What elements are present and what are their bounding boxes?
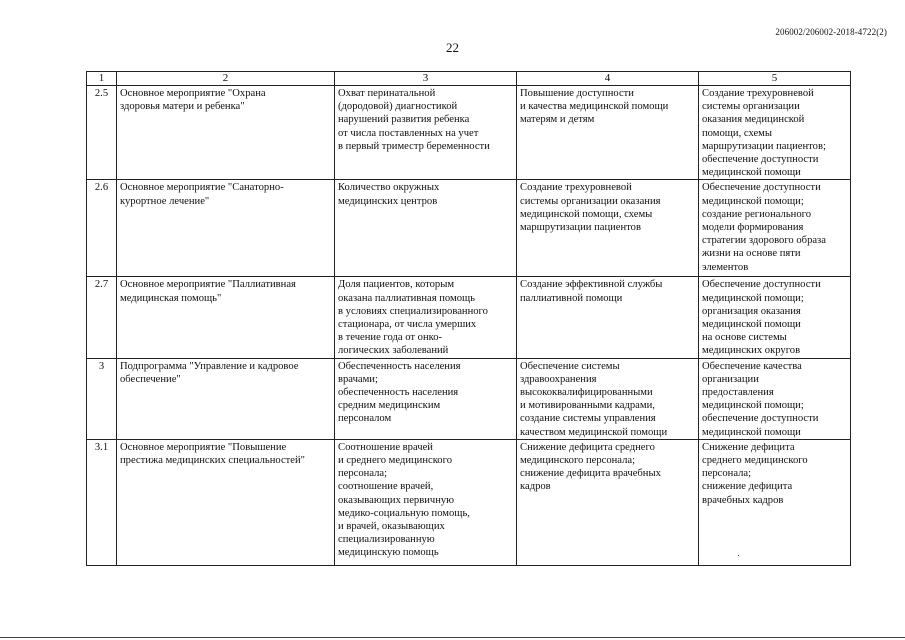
link-cell: [699, 86, 851, 180]
cell-text-line: курортное лечение": [120, 195, 210, 207]
cell-text-line: маршрутизации пациентов;: [702, 140, 826, 152]
cell-text-line: медицинских округов: [702, 345, 801, 357]
cell-text-line: Создание трехуровневой: [702, 88, 814, 99]
cell-text-line: обеспечение доступности: [702, 154, 819, 166]
link-cell: [699, 277, 851, 358]
cell-text-line: оказана паллиативная помощь: [338, 292, 475, 304]
cell-text-line: обеспечение": [120, 373, 181, 385]
cell-text-line: Соотношение врачей: [338, 441, 433, 453]
cell-text-line: модели формирования: [702, 222, 804, 234]
cell-text-line: медицинского персонала;: [520, 455, 636, 467]
cell-text-line: стратегии здорового образа: [702, 235, 826, 247]
cell-text-line: Обеспечение доступности: [702, 182, 821, 194]
cell-text-line: медицинскую помощь: [338, 547, 439, 559]
cell-text-line: Создание трехуровневой: [520, 182, 632, 194]
cell-text-line: логических заболеваний: [338, 345, 449, 357]
result-cell: [517, 86, 699, 180]
cell-text-line: медицинской помощи;: [702, 400, 804, 412]
cell-text-line: здоровья матери и ребенка": [120, 101, 245, 113]
cell-text-line: врачами;: [338, 373, 378, 385]
table-row: [87, 86, 851, 180]
cell-text-line: медицинской помощи: [702, 319, 801, 331]
cell-text-line: Основное мероприятие "Санаторно-: [120, 182, 284, 194]
cell-text-line: и среднего медицинского: [338, 455, 452, 467]
cell-text-line: системы организации: [702, 101, 800, 113]
cell-text-line: медицинских центров: [338, 195, 438, 207]
cell-text-line: паллиативной помощи: [520, 292, 623, 304]
document-registration-code: 206002/206002-2018-4722(2): [775, 27, 887, 37]
cell-text-line: организация оказания: [702, 305, 801, 317]
cell-text-line: и мотивированными кадрами,: [520, 400, 655, 412]
table-row: [87, 439, 851, 565]
cell-text-line: организации: [702, 373, 759, 385]
cell-text-line: медицинской помощи;: [702, 292, 804, 304]
cell-text-line: Подпрограмма "Управление и кадровое: [120, 360, 299, 372]
cell-text-line: на основе системы: [702, 332, 787, 344]
link-cell: [699, 358, 851, 439]
cell-text-line: кадров: [520, 481, 551, 493]
cell-text-line: в условиях специализированного: [338, 305, 488, 317]
cell-text-line: снижение дефицита: [702, 481, 793, 493]
table-header-row: [87, 72, 851, 86]
table-row: [87, 277, 851, 358]
cell-text-line: Повышение доступности: [520, 88, 634, 99]
result-cell: [517, 180, 699, 277]
column-header: 4: [517, 72, 699, 86]
cell-text-line: оказания медицинской: [702, 114, 805, 126]
cell-text-line: персонала;: [702, 468, 752, 480]
cell-text-line: Обеспеченность населения: [338, 360, 461, 372]
cell-text-line: от числа поставленных на учет: [338, 127, 479, 139]
cell-text-line: Обеспечение доступности: [702, 279, 821, 291]
cell-text-line: врачебных кадров: [702, 494, 784, 506]
cell-text-line: среднего медицинского: [702, 455, 808, 467]
cell-text-line: в течение года от онко-: [338, 332, 443, 344]
page-number: 22: [446, 40, 459, 55]
indicator-cell: [335, 439, 517, 565]
cell-text-line: медицинской помощи: [702, 167, 801, 179]
indicator-cell: [335, 277, 517, 358]
cell-text-line: предоставления: [702, 387, 774, 399]
column-header: 3: [335, 72, 517, 86]
column-header: 1: [87, 72, 117, 86]
cell-text-line: медицинской помощи: [702, 426, 801, 438]
cell-text-line: специализированную: [338, 534, 435, 546]
cell-text-line: жизни на основе пяти: [702, 248, 801, 260]
cell-text-line: в первый триместр беременности: [338, 140, 490, 152]
result-cell: [517, 277, 699, 358]
cell-text-line: снижение дефицита врачебных: [520, 468, 661, 480]
cell-text-line: медицинской помощи, схемы: [520, 208, 653, 220]
cell-text-line: (дородовой) диагностикой: [338, 101, 458, 113]
cell-text-line: и качества медицинской помощи: [520, 101, 669, 113]
link-cell: [699, 439, 851, 565]
scan-bottom-edge: [0, 637, 905, 638]
cell-text-line: создание регионального: [702, 208, 812, 220]
cell-text-line: здравоохранения: [520, 373, 597, 385]
cell-text-line: соотношение врачей,: [338, 481, 434, 493]
link-cell: [699, 180, 851, 277]
cell-text-line: обеспечение доступности: [702, 413, 819, 425]
cell-text-line: Создание эффективной службы: [520, 279, 663, 291]
column-header: 2: [117, 72, 335, 86]
cell-text-line: персонала;: [338, 468, 388, 480]
table-row: [87, 358, 851, 439]
cell-text-line: Обеспечение системы: [520, 360, 620, 372]
cell-text-line: и врачей, оказывающих: [338, 521, 445, 533]
measure-name-cell: [117, 180, 335, 277]
cell-text-line: матерям и детям: [520, 114, 595, 126]
cell-text-line: элементов: [702, 261, 749, 273]
cell-text-line: медицинской помощи;: [702, 195, 804, 207]
row-number-cell: 2.7: [87, 277, 117, 358]
cell-text-line: Основное мероприятие "Повышение: [120, 441, 287, 453]
cell-text-line: Обеспечение качества: [702, 360, 802, 372]
row-number-cell: 2.5: [87, 86, 117, 180]
measure-name-cell: [117, 86, 335, 180]
column-header: 5: [699, 72, 851, 86]
cell-text-line: качеством медицинской помощи: [520, 426, 668, 438]
row-number-cell: 3: [87, 358, 117, 439]
indicator-cell: [335, 86, 517, 180]
cell-text-line: Охват перинатальной: [338, 88, 436, 99]
measure-name-cell: [117, 358, 335, 439]
cell-text-line: медико-социальную помощь,: [338, 507, 470, 519]
scan-speck: [738, 555, 739, 556]
cell-text-line: маршрутизации пациентов: [520, 222, 641, 234]
row-number-cell: 3.1: [87, 439, 117, 565]
cell-text-line: медицинская помощь": [120, 292, 222, 304]
cell-text-line: Основное мероприятие "Охрана: [120, 88, 266, 99]
cell-text-line: обеспеченность населения: [338, 387, 459, 399]
row-number-cell: 2.6: [87, 180, 117, 277]
measures-table: [86, 71, 851, 566]
indicator-cell: [335, 358, 517, 439]
result-cell: [517, 358, 699, 439]
cell-text-line: персоналом: [338, 413, 392, 425]
indicator-cell: [335, 180, 517, 277]
result-cell: [517, 439, 699, 565]
measure-name-cell: [117, 439, 335, 565]
cell-text-line: Доля пациентов, которым: [338, 279, 455, 291]
cell-text-line: оказывающих первичную: [338, 494, 455, 506]
cell-text-line: средним медицинским: [338, 400, 441, 412]
measure-name-cell: [117, 277, 335, 358]
cell-text-line: помощи, схемы: [702, 127, 773, 139]
cell-text-line: Снижение дефицита: [702, 441, 795, 453]
cell-text-line: престижа медицинских специальностей": [120, 455, 305, 467]
cell-text-line: Количество окружных: [338, 182, 440, 194]
cell-text-line: системы организации оказания: [520, 195, 661, 207]
cell-text-line: создание системы управления: [520, 413, 656, 425]
table-row: [87, 180, 851, 277]
cell-text-line: Снижение дефицита среднего: [520, 441, 655, 453]
cell-text-line: стационара, от числа умерших: [338, 319, 477, 331]
cell-text-line: высококвалифицированными: [520, 387, 653, 399]
cell-text-line: Основное мероприятие "Паллиативная: [120, 279, 296, 291]
cell-text-line: нарушений развития ребенка: [338, 114, 470, 126]
